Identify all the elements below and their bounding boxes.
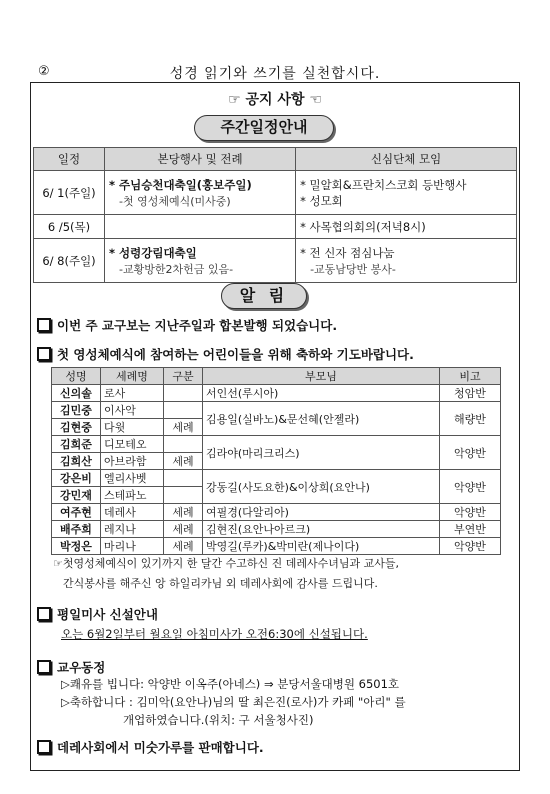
- table-row: [52, 504, 501, 521]
- checkbox-bullet-icon: [37, 347, 51, 361]
- parish-district: 부연반: [440, 521, 501, 538]
- child-baptismal-name: 엘리사벳: [101, 470, 164, 487]
- kids-header-parents: 부모님: [203, 368, 440, 385]
- table-row: [52, 402, 501, 419]
- page-number: ②: [38, 64, 50, 79]
- group-event: * 밀알회&프란치스코회 등반행사: [300, 177, 467, 192]
- child-baptismal-name: 아브라함: [101, 453, 164, 470]
- table-row: [52, 436, 501, 453]
- child-baptismal-name: 마리나: [101, 538, 164, 555]
- weekly-schedule-table: [33, 147, 517, 283]
- parish-district: 악양반: [440, 504, 501, 521]
- child-name: 김희산: [52, 453, 101, 470]
- table-row: [34, 215, 517, 239]
- table-row: [34, 239, 517, 283]
- notice-item: [37, 316, 337, 334]
- parents: 김용일(실바노)&문선혜(안젤라): [203, 402, 440, 436]
- parish-district: 악양반: [440, 436, 501, 470]
- weekday-mass-title: 평일미사 신설안내: [57, 607, 158, 622]
- schedule-groups: * 사목협의회의(저녁8시): [296, 215, 517, 239]
- parents: 김라야(마리크리스): [203, 436, 440, 470]
- child-type: [164, 402, 203, 419]
- schedule-parish: [105, 239, 296, 283]
- bulletin-frame: [30, 82, 520, 771]
- child-type: [164, 436, 203, 453]
- notice-title: ☞ 공지 사항 ☜: [228, 92, 322, 108]
- group-event: * 성모회: [300, 193, 343, 208]
- child-name: 김민중: [52, 402, 101, 419]
- parish-event-detail: -첫 영성체예식(미사중): [119, 194, 231, 208]
- news-item-continued: 개업하였습니다.(위치: 구 서울청사진): [123, 713, 314, 727]
- table-row: [52, 538, 501, 555]
- schedule-groups: [296, 171, 517, 215]
- parish-district: 악양반: [440, 470, 501, 504]
- table-row: [52, 470, 501, 487]
- child-type: [164, 385, 203, 402]
- parents: 서인선(루시아): [203, 385, 440, 402]
- child-name: 신의솔: [52, 385, 101, 402]
- checkbox-bullet-icon: [37, 740, 51, 754]
- kids-header-baptismal: 세례명: [101, 368, 164, 385]
- schedule-date: 6/ 1(주일): [34, 171, 105, 215]
- child-baptismal-name: 디모테오: [101, 436, 164, 453]
- checkbox-bullet-icon: [37, 607, 51, 621]
- child-type: [164, 470, 203, 487]
- table-row: [34, 171, 517, 215]
- parish-district: 해량반: [440, 402, 501, 436]
- child-baptismal-name: 레지나: [101, 521, 164, 538]
- notice-text: 첫 영성체예식에 참여하는 어린이들을 위해 축하와 기도바랍니다.: [57, 347, 414, 362]
- parents: 박영길(루카)&박미란(제나이다): [203, 538, 440, 555]
- announcements-title: 알 림: [221, 283, 307, 309]
- child-type: 세례: [164, 538, 203, 555]
- schedule-header-parish: 본당행사 및 전례: [105, 148, 296, 171]
- parish-district: 악양반: [440, 538, 501, 555]
- checkbox-bullet-icon: [37, 660, 51, 674]
- child-type: 세례: [164, 504, 203, 521]
- thanks-text: ☞첫영성체예식이 있기까지 한 달간 수고하신 진 데레사수녀님과 교사들,: [53, 557, 399, 570]
- weekday-mass-text: 오는 6월2일부터 월요일 아침미사가 오전6:30에 신설됩니다.: [61, 627, 368, 641]
- kids-header-name: 성명: [52, 368, 101, 385]
- child-baptismal-name: 다윗: [101, 419, 164, 436]
- child-baptismal-name: 데레사: [101, 504, 164, 521]
- child-name: 김현중: [52, 419, 101, 436]
- parish-district: 청암반: [440, 385, 501, 402]
- child-baptismal-name: 로사: [101, 385, 164, 402]
- schedule-header-groups: 신심단체 모임: [296, 148, 517, 171]
- schedule-groups: [296, 239, 517, 283]
- group-event-detail: -교동남당반 봉사-: [310, 262, 396, 276]
- kids-header-type: 구분: [164, 368, 203, 385]
- child-name: 배주희: [52, 521, 101, 538]
- section-heading: [37, 658, 105, 676]
- notice-item: [37, 345, 414, 363]
- page-motto: 성경 읽기와 쓰기를 실천합시다.: [169, 66, 381, 82]
- notice-item: [37, 738, 264, 756]
- parish-event-detail: -교황방한2차헌금 있음-: [119, 262, 234, 276]
- schedule-date: 6 /5(목): [34, 215, 105, 239]
- schedule-date: 6/ 8(주일): [34, 239, 105, 283]
- parents: 김현진(요안나아르크): [203, 521, 440, 538]
- child-baptismal-name: 스테파노: [101, 487, 164, 504]
- child-name: 김희준: [52, 436, 101, 453]
- news-title: 교우동정: [57, 660, 106, 675]
- child-type: 세례: [164, 521, 203, 538]
- news-item: ▷쾌유를 빕니다: 악양반 이옥주(아네스) ⇒ 분당서울대병원 6501호: [61, 677, 400, 691]
- table-row: [52, 385, 501, 402]
- notice-text: 데레사회에서 미숫가루를 판매합니다.: [57, 740, 264, 755]
- parish-event: * 주님승천대축일(홍보주일): [109, 177, 252, 192]
- kids-header-note: 비고: [440, 368, 501, 385]
- parents: 여필경(다알리아): [203, 504, 440, 521]
- child-name: 강은비: [52, 470, 101, 487]
- notice-text: 이번 주 교구보는 지난주일과 합본발행 되었습니다.: [57, 318, 338, 333]
- child-type: 세례: [164, 453, 203, 470]
- schedule-parish: [105, 171, 296, 215]
- news-item: ▷축하합니다 : 김미악(요안나)님의 딸 최은진(로사)가 카페 "아리" 를: [61, 695, 406, 709]
- child-name: 강민재: [52, 487, 101, 504]
- schedule-parish: [105, 215, 296, 239]
- parish-event: * 성령강림대축일: [109, 245, 197, 260]
- first-communion-table: [51, 367, 501, 555]
- table-row: [52, 521, 501, 538]
- group-event: * 전 신자 점심나눔: [300, 245, 395, 260]
- child-name: 박정은: [52, 538, 101, 555]
- section-heading: [37, 605, 158, 623]
- child-baptismal-name: 이사악: [101, 402, 164, 419]
- schedule-header-date: 일정: [34, 148, 105, 171]
- weekly-schedule-title: 주간일정안내: [194, 115, 334, 141]
- child-name: 여주현: [52, 504, 101, 521]
- child-type: [164, 487, 203, 504]
- thanks-text: 간식봉사를 해주신 앙 하일리카님 외 데레사회에 감사를 드립니다.: [63, 577, 378, 590]
- checkbox-bullet-icon: [37, 318, 51, 332]
- parents: 강동길(사도요한)&이상희(요안나): [203, 470, 440, 504]
- child-type: 세례: [164, 419, 203, 436]
